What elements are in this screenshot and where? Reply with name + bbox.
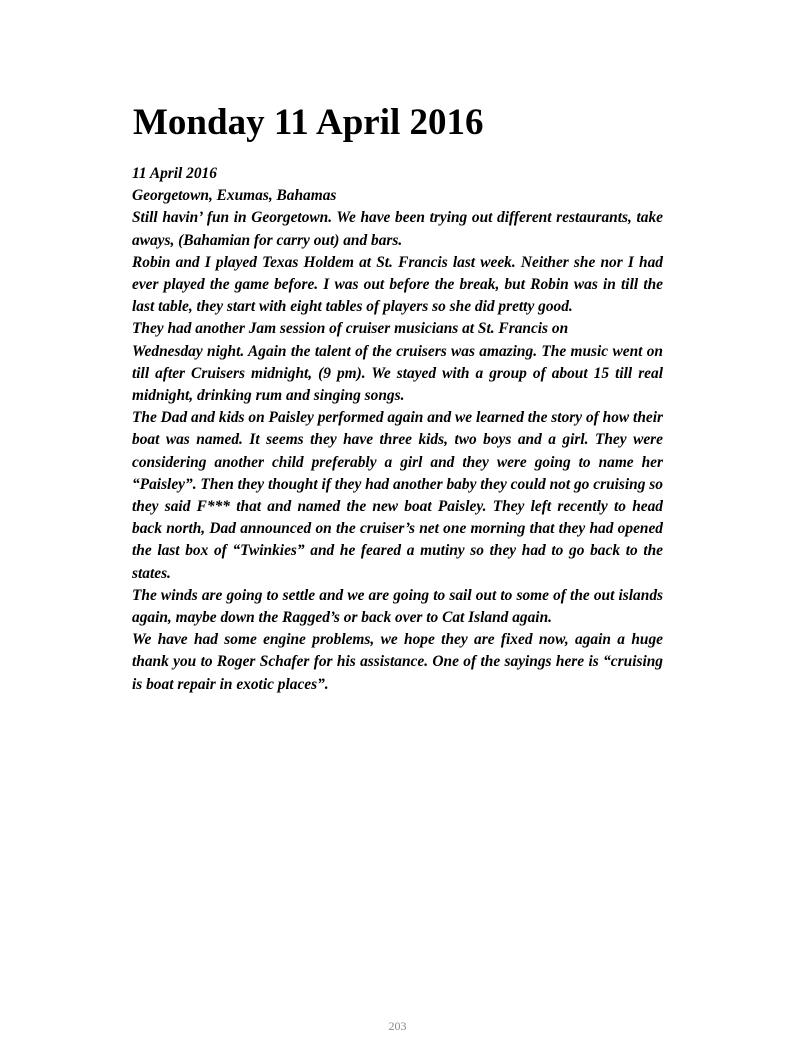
- entry-location: Georgetown, Exumas, Bahamas: [132, 187, 337, 205]
- entry-paragraph: The winds are going to settle and we are going to sail out to some of the out islands again, maybe down the Ragged’s or back over to Cat Island again.: [132, 586, 663, 627]
- entry-paragraph: Robin and I played Texas Holdem at St. Francis last week. Neither she nor I had ever played the game before. I was out before the break, but Robin was in till the last table, they start with eight tables of players so she did pretty good.: [132, 253, 663, 316]
- entry-paragraph: We have had some engine problems, we hope they are fixed now, again a huge thank you to Roger Schafer for his assistance. One of the sayings here is “cruising is boat repair in exotic places”.: [132, 631, 663, 693]
- entry-paragraph: The Dad and kids on Paisley performed again and we learned the story of how their boat was named. It seems they have three kids, two boys and a girl. They were considering another child preferably a girl and they were going to name her “Paisley”. Then they thought if they had another baby they could not go cruising so they said F*** that and named the new boat Paisley. They left recently to head back north, Dad announced on the cruiser’s net one morning that they had opened the last box of “Twinkies” and he feared a mutiny so they had to go back to the states.: [132, 409, 663, 582]
- entry-paragraph: Still havin’ fun in Georgetown. We have been trying out different restaurants, take aways, (Bahamian for carry out) and bars.: [132, 209, 663, 249]
- entry-paragraph: Wednesday night. Again the talent of the cruisers was amazing. The music went on till after Cruisers midnight, (9 pm). We stayed with a group of about 15 till real midnight, drinking rum and singing songs.: [132, 342, 663, 405]
- entry-paragraph: They had another Jam session of cruiser musicians at St. Francis on: [132, 320, 569, 338]
- page-number: 203: [388, 1019, 407, 1033]
- entry-date: 11 April 2016: [132, 165, 217, 182]
- page-title: Monday 11 April 2016: [133, 102, 484, 143]
- journal-entry: [132, 163, 663, 696]
